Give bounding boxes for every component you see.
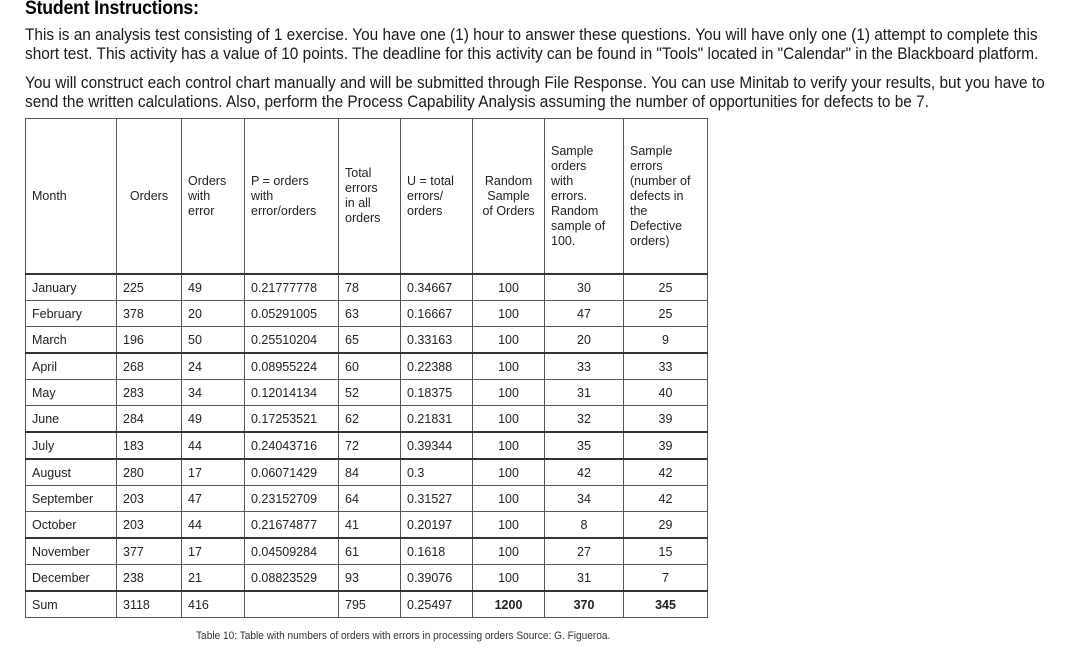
- header-line: with: [551, 173, 574, 188]
- header-line: 100.: [551, 233, 576, 248]
- header-line: Random: [484, 173, 533, 188]
- cell-p-ratio: 0.23152709: [245, 486, 339, 512]
- header-line: errors/: [407, 188, 444, 203]
- cell-month: June: [26, 406, 117, 433]
- header-line: orders): [630, 233, 670, 248]
- table-row: [26, 486, 708, 512]
- cell-orders-with-error: 21: [182, 565, 245, 592]
- cell-random-sample: 100: [473, 459, 545, 486]
- cell-random-sample: 100: [473, 565, 545, 592]
- cell-sample-errors: 42: [624, 459, 708, 486]
- cell-orders-with-error: 44: [182, 512, 245, 539]
- cell-p-ratio: 0.06071429: [245, 459, 339, 486]
- header-line: Total: [345, 166, 372, 180]
- header-u-ratio: [401, 119, 473, 275]
- instructions-heading: Student Instructions:: [25, 0, 199, 19]
- cell-orders: 280: [117, 459, 182, 486]
- cell-p-ratio: 0.05291005: [245, 301, 339, 327]
- header-line: of Orders: [482, 203, 535, 218]
- cell-orders: 268: [117, 353, 182, 380]
- cell-sample-orders-errors: 35: [545, 432, 624, 459]
- paragraph-line: You will construct each control chart manually and will be submitted through File Response. You can use Minitab to verify your results, but you have to: [25, 73, 1045, 92]
- cell-total-errors: 72: [339, 432, 401, 459]
- cell-u-ratio: 0.31527: [401, 486, 473, 512]
- cell-month: December: [26, 565, 117, 592]
- cell-u-ratio: 0.34667: [401, 274, 473, 301]
- header-line: orders: [407, 203, 443, 218]
- cell-total-errors: 60: [339, 353, 401, 380]
- cell-orders-with-error: 34: [182, 380, 245, 406]
- table-row: [26, 353, 708, 380]
- cell-random-sample: 100: [473, 432, 545, 459]
- cell-sample-errors: 33: [624, 353, 708, 380]
- cell-u-ratio: 0.21831: [401, 406, 473, 433]
- cell-total-errors: 78: [339, 274, 401, 301]
- cell-orders-with-error: 50: [182, 327, 245, 354]
- cell-total-errors: 52: [339, 380, 401, 406]
- cell-orders: 203: [117, 486, 182, 512]
- cell-orders-with-error: 44: [182, 432, 245, 459]
- cell-orders-with-error: 17: [182, 538, 245, 565]
- cell-sample-errors: 39: [624, 406, 708, 433]
- cell-sample-errors: 25: [624, 301, 708, 327]
- sum-random-sample: 1200: [473, 591, 545, 618]
- header-line: with: [188, 188, 211, 203]
- cell-u-ratio: 0.16667: [401, 301, 473, 327]
- header-line: error/orders: [251, 203, 317, 218]
- header-line: Random: [551, 203, 599, 218]
- cell-u-ratio: 0.33163: [401, 327, 473, 354]
- cell-u-ratio: 0.22388: [401, 353, 473, 380]
- header-sample-orders-errors: [545, 119, 624, 275]
- cell-p-ratio: 0.21777778: [245, 274, 339, 301]
- cell-total-errors: 64: [339, 486, 401, 512]
- cell-p-ratio: 0.24043716: [245, 432, 339, 459]
- header-total-errors: [339, 119, 401, 275]
- cell-p-ratio: 0.12014134: [245, 380, 339, 406]
- orders-error-table: [25, 118, 708, 618]
- header-line: orders: [551, 158, 587, 173]
- cell-sample-errors: 9: [624, 327, 708, 354]
- header-line: Orders: [129, 188, 169, 203]
- paragraph-line: send the written calculations. Also, perform the Process Capability Analysis assuming the number of opportunities for defects to be 7.: [25, 92, 929, 111]
- header-line: defects in: [630, 188, 684, 203]
- instructions-paragraph-2: [25, 73, 1045, 111]
- header-line: errors.: [551, 188, 588, 203]
- cell-month: January: [26, 274, 117, 301]
- cell-p-ratio: 0.04509284: [245, 538, 339, 565]
- cell-orders: 183: [117, 432, 182, 459]
- cell-total-errors: 62: [339, 406, 401, 433]
- header-line: sample of: [551, 218, 606, 233]
- sum-sample-orders-errors: 370: [545, 591, 624, 618]
- header-line: with: [251, 188, 274, 203]
- cell-random-sample: 100: [473, 327, 545, 354]
- header-line: (number of: [630, 173, 691, 188]
- cell-orders-with-error: 49: [182, 406, 245, 433]
- cell-month: July: [26, 432, 117, 459]
- header-line: Month: [32, 188, 67, 203]
- cell-total-errors: 84: [339, 459, 401, 486]
- cell-total-errors: 61: [339, 538, 401, 565]
- cell-month: May: [26, 380, 117, 406]
- cell-random-sample: 100: [473, 353, 545, 380]
- cell-total-errors: 93: [339, 565, 401, 592]
- cell-u-ratio: 0.20197: [401, 512, 473, 539]
- cell-sample-errors: 7: [624, 565, 708, 592]
- cell-total-errors: 63: [339, 301, 401, 327]
- header-line: Sample: [551, 143, 594, 158]
- table-row: [26, 406, 708, 433]
- cell-random-sample: 100: [473, 406, 545, 433]
- cell-u-ratio: 0.18375: [401, 380, 473, 406]
- cell-random-sample: 100: [473, 512, 545, 539]
- cell-orders-with-error: 17: [182, 459, 245, 486]
- cell-sample-orders-errors: 47: [545, 301, 624, 327]
- paragraph-line: short test. This activity has a value of 10 points. The deadline for this activity can be found in "Tools" located in "Calendar" in the Blackboard platform.: [25, 44, 1039, 63]
- paragraph-line: This is an analysis test consisting of 1 exercise. You have one (1) hour to answer these questions. You will have only one (1) attempt to complete this: [25, 25, 1038, 44]
- cell-sample-orders-errors: 27: [545, 538, 624, 565]
- cell-u-ratio: 0.1618: [401, 538, 473, 565]
- cell-sample-errors: 42: [624, 486, 708, 512]
- cell-orders-with-error: 20: [182, 301, 245, 327]
- header-month: [26, 119, 117, 275]
- cell-month: October: [26, 512, 117, 539]
- cell-sample-orders-errors: 31: [545, 380, 624, 406]
- table-row: [26, 538, 708, 565]
- cell-sample-errors: 25: [624, 274, 708, 301]
- cell-p-ratio: 0.21674877: [245, 512, 339, 539]
- header-line: error: [188, 203, 215, 218]
- cell-orders: 238: [117, 565, 182, 592]
- cell-orders: 283: [117, 380, 182, 406]
- table-row: [26, 459, 708, 486]
- header-orders: [117, 119, 182, 275]
- cell-total-errors: 65: [339, 327, 401, 354]
- header-line: Sample: [630, 143, 673, 158]
- cell-p-ratio: 0.08955224: [245, 353, 339, 380]
- sum-total-errors: 795: [339, 591, 401, 618]
- cell-sample-orders-errors: 20: [545, 327, 624, 354]
- sum-sample-errors: 345: [624, 591, 708, 618]
- cell-u-ratio: 0.39344: [401, 432, 473, 459]
- cell-orders-with-error: 47: [182, 486, 245, 512]
- table-row: [26, 380, 708, 406]
- cell-u-ratio: 0.39076: [401, 565, 473, 592]
- table-row: [26, 565, 708, 592]
- header-line: in all: [345, 196, 371, 210]
- cell-orders-with-error: 24: [182, 353, 245, 380]
- cell-sample-errors: 15: [624, 538, 708, 565]
- cell-p-ratio: 0.08823529: [245, 565, 339, 592]
- cell-total-errors: 41: [339, 512, 401, 539]
- header-line: Defective: [630, 218, 683, 233]
- cell-orders: 284: [117, 406, 182, 433]
- cell-orders: 196: [117, 327, 182, 354]
- sum-u-ratio: 0.25497: [401, 591, 473, 618]
- cell-sample-orders-errors: 42: [545, 459, 624, 486]
- header-line: errors: [345, 181, 378, 195]
- cell-random-sample: 100: [473, 380, 545, 406]
- cell-orders-with-error: 49: [182, 274, 245, 301]
- header-line: the: [630, 203, 648, 218]
- header-line: Orders: [188, 173, 227, 188]
- header-line: errors: [630, 158, 663, 173]
- header-orders-with-error: [182, 119, 245, 275]
- cell-sample-orders-errors: 8: [545, 512, 624, 539]
- cell-orders: 203: [117, 512, 182, 539]
- table-header-row: [26, 119, 708, 275]
- cell-orders: 377: [117, 538, 182, 565]
- table-row: [26, 432, 708, 459]
- cell-sample-errors: 29: [624, 512, 708, 539]
- cell-sample-orders-errors: 30: [545, 274, 624, 301]
- cell-random-sample: 100: [473, 274, 545, 301]
- cell-p-ratio: 0.25510204: [245, 327, 339, 354]
- cell-random-sample: 100: [473, 538, 545, 565]
- cell-u-ratio: 0.3: [401, 459, 473, 486]
- header-p-ratio: [245, 119, 339, 275]
- cell-sample-orders-errors: 32: [545, 406, 624, 433]
- header-random-sample: [473, 119, 545, 275]
- table-row: [26, 512, 708, 539]
- header-line: Sample: [487, 188, 530, 203]
- header-line: U = total: [407, 173, 454, 188]
- sum-p-ratio: [245, 591, 339, 618]
- sum-row: [26, 591, 708, 618]
- cell-p-ratio: 0.17253521: [245, 406, 339, 433]
- table-row: [26, 327, 708, 354]
- cell-orders: 378: [117, 301, 182, 327]
- cell-random-sample: 100: [473, 301, 545, 327]
- cell-sample-errors: 39: [624, 432, 708, 459]
- cell-sample-errors: 40: [624, 380, 708, 406]
- cell-month: February: [26, 301, 117, 327]
- cell-orders: 225: [117, 274, 182, 301]
- header-sample-errors: [624, 119, 708, 275]
- cell-sample-orders-errors: 31: [545, 565, 624, 592]
- header-line: orders: [345, 211, 381, 225]
- cell-sample-orders-errors: 34: [545, 486, 624, 512]
- cell-month: November: [26, 538, 117, 565]
- cell-sample-orders-errors: 33: [545, 353, 624, 380]
- instructions-paragraph-1: [25, 25, 1038, 63]
- header-line: P = orders: [251, 173, 309, 188]
- sum-orders-with-error: 416: [182, 591, 245, 618]
- cell-month: April: [26, 353, 117, 380]
- table-row: [26, 301, 708, 327]
- cell-month: August: [26, 459, 117, 486]
- table-row: [26, 274, 708, 301]
- sum-month: Sum: [26, 591, 117, 618]
- cell-month: March: [26, 327, 117, 354]
- cell-month: September: [26, 486, 117, 512]
- sum-orders: 3118: [117, 591, 182, 618]
- cell-random-sample: 100: [473, 486, 545, 512]
- table-caption: Table 10: Table with numbers of orders with errors in processing orders Source: G. Figueroa.: [196, 630, 611, 642]
